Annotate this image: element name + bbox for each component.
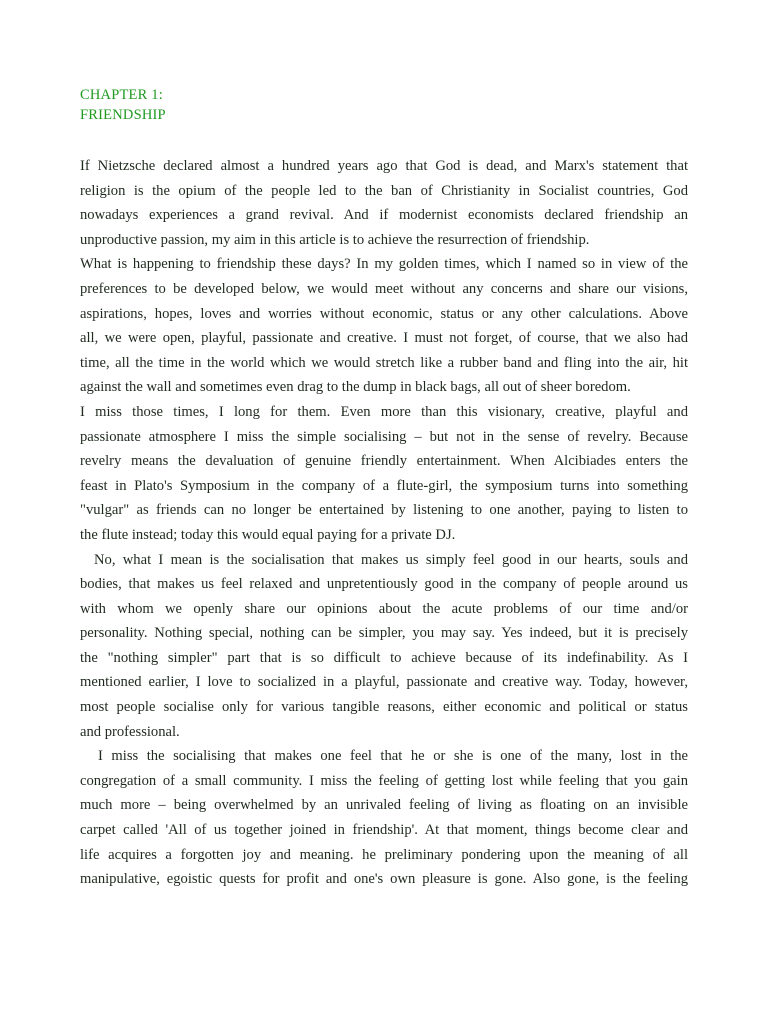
text-line: I miss the socialising that makes one feel that he or she is one of the many, lost in the [98, 748, 688, 765]
text-line: with whom we openly share our opinions about the acute problems of our time and/or [80, 600, 688, 617]
text-line: aspirations, hopes, loves and worries without economic, status or any other calculations. Above [80, 305, 688, 322]
text-line: mentioned earlier, I love to socialized in a playful, passionate and creative way. Today, however, [80, 674, 688, 691]
text-line: the "nothing simpler" part that is so difficult to achieve because of its indefinability. As I [80, 649, 688, 666]
text-line: all, we were open, playful, passionate and creative. I must not forget, of course, that we also had [80, 330, 688, 347]
text-line: I miss those times, I long for them. Even more than this visionary, creative, playful and [80, 403, 688, 420]
text-line: manipulative, egoistic quests for profit and one's own pleasure is gone. Also gone, is the feeling [80, 871, 688, 888]
text-line: feast in Plato's Symposium in the company of a flute-girl, the symposium turns into something [80, 477, 688, 494]
chapter-title: FRIENDSHIP [80, 107, 166, 123]
chapter-body-text [80, 154, 688, 892]
text-line: What is happening to friendship these days? In my golden times, which I named so in view of the [80, 256, 688, 273]
text-line: No, what I mean is the socialisation that makes us simply feel good in our hearts, souls and [94, 551, 688, 568]
text-line: religion is the opium of the people led to the ban of Christianity in Socialist countries, God [80, 182, 688, 199]
text-line: personality. Nothing special, nothing can be simpler, you may say. Yes indeed, but it is precisely [80, 625, 688, 642]
text-line: revelry means the devaluation of genuine friendly entertainment. When Alcibiades enters the [80, 453, 688, 470]
text-line: against the wall and sometimes even drag to the dump in black bags, all out of sheer boredom. [80, 379, 631, 396]
text-line: nowadays experiences a grand revival. And if modernist economists declared friendship an [80, 207, 688, 224]
text-line: and professional. [80, 723, 180, 740]
text-line: "vulgar" as friends can no longer be entertained by listening to one another, paying to listen to [80, 502, 688, 519]
text-line: carpet called 'All of us together joined in friendship'. At that moment, things become clear and [80, 822, 688, 839]
chapter-number: CHAPTER 1: [80, 87, 163, 103]
chapter-heading [80, 85, 166, 125]
text-line: life acquires a forgotten joy and meaning. he preliminary pondering upon the meaning of all [80, 846, 688, 863]
text-line: congregation of a small community. I miss the feeling of getting lost while feeling that you gain [80, 772, 688, 789]
text-line: most people socialise only for various tangible reasons, either economic and political or status [80, 699, 688, 716]
text-line: unproductive passion, my aim in this article is to achieve the resurrection of friendship. [80, 231, 590, 248]
text-line: If Nietzsche declared almost a hundred years ago that God is dead, and Marx's statement that [80, 158, 688, 174]
text-line: time, all the time in the world which we would stretch like a rubber band and fling into the air, hit [80, 354, 688, 371]
text-line: bodies, that makes us feel relaxed and unpretentiously good in the company of people around us [80, 576, 688, 593]
text-line: passionate atmosphere I miss the simple socialising – but not in the sense of revelry. Because [80, 428, 688, 445]
text-line: the flute instead; today this would equal paying for a private DJ. [80, 526, 456, 543]
text-line: preferences to be developed below, we would meet without any concerns and share our visions, [80, 280, 688, 297]
text-line: much more – being overwhelmed by an unrivaled feeling of living as floating on an invisible [80, 797, 688, 814]
